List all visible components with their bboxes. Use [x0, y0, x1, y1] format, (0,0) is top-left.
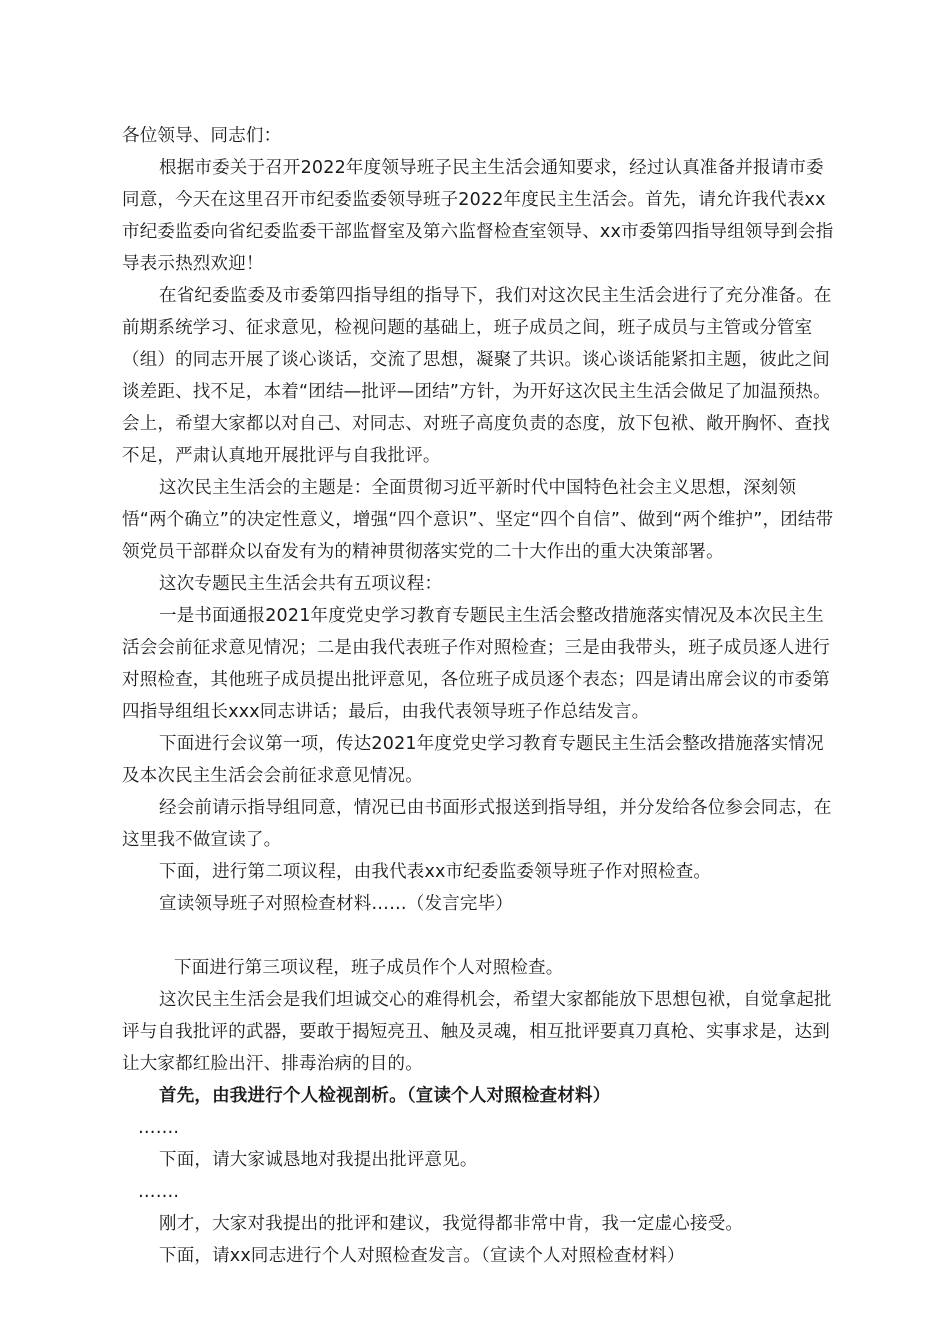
paragraph-item-three: 下面进行第三项议程，班子成员作个人对照检查。: [174, 958, 564, 978]
paragraph-opening: 根据市委关于召开2022年度领导班子民主生活会通知要求，经过认真准备并报请市委同意，今天在这里召开市纪委监委领导班子2022年度民主生活会。首先，请允许我代表xx市纪委监委向省纪委监委干部监督室及第六监督检查室领导、xx市委第四指导组领导到会指导表示热烈欢迎！: [122, 158, 834, 274]
ellipsis-line-1: …….: [138, 1118, 180, 1138]
paragraph-preparation: 在省纪委监委及市委第四指导组的指导下，我们对这次民主生活会进行了充分准备。在前期系统学习、征求意见，检视问题的基础上，班子成员之间，班子成员与主管或分管室（组）的同志开展了谈心谈话，交流了思想，凝聚了共识。谈心谈话能紧扣主题，彼此之间谈差距、找不足，本着“团结—批评—团结”方针，为开好这次民主生活会做足了加温预热。会上，希望大家都以对自己、对同志、对班子高度负责的态度，放下包袱、敞开胸怀、查找不足，严肃认真地开展批评与自我批评。: [122, 286, 832, 466]
ellipsis-line-2: …….: [138, 1182, 180, 1202]
paragraph-item-one-note: 经会前请示指导组同意，情况已由书面形式报送到指导组，并分发给各位参会同志，在这里我不做宣读了。: [122, 798, 832, 850]
paragraph-acceptance: 刚才，大家对我提出的批评和建议，我觉得都非常中肯，我一定虚心接受。: [159, 1214, 744, 1234]
paragraph-read-material: 宣读领导班子对照检查材料……（发言完毕）: [159, 894, 513, 914]
paragraph-item-two: 下面，进行第二项议程，由我代表xx市纪委监委领导班子作对照检查。: [159, 862, 712, 882]
blank-line: [122, 920, 834, 952]
paragraph-agenda-items: 一是书面通报2021年度党史学习教育专题民主生活会整改措施落实情况及本次民主生活会会前征求意见情况；二是由我代表班子作对照检查；三是由我带头，班子成员逐人进行对照检查，其他班子成员提出批评意见，各位班子成员逐个表态；四是请出席会议的市委第四指导组组长xxx同志讲话；最后，由我代表领导班子作总结发言。: [122, 606, 830, 722]
paragraph-agenda-intro: 这次专题民主生活会共有五项议程：: [159, 574, 443, 594]
paragraph-item-one: 下面进行会议第一项，传达2021年度党史学习教育专题民主生活会整改措施落实情况及本次民主生活会会前征求意见情况。: [122, 734, 824, 786]
paragraph-theme: 这次民主生活会的主题是：全面贯彻习近平新时代中国特色社会主义思想，深刻领悟“两个确立”的决定性意义，增强“四个意识”、坚定“四个自信”、做到“两个维护”，团结带领党员干部群众以奋发有为的精神贯彻落实党的二十大作出的重大决策部署。: [122, 478, 834, 562]
paragraph-request-criticism: 下面，请大家诚恳地对我提出批评意见。: [159, 1150, 478, 1170]
paragraph-next-speaker: 下面，请xx同志进行个人对照检查发言。（宣读个人对照检查材料）: [159, 1246, 685, 1266]
paragraph-criticism-call: 这次民主生活会是我们坦诚交心的难得机会，希望大家都能放下思想包袱，自觉拿起批评与自我批评的武器，要敢于揭短亮丑、触及灵魂，相互批评要真刀真枪、实事求是，达到让大家都红脸出汗、排毒治病的目的。: [122, 990, 832, 1074]
salutation: 各位领导、同志们：: [122, 126, 282, 146]
document-page: [122, 120, 834, 1272]
paragraph-self-analysis: 首先，由我进行个人检视剖析。（宣读个人对照检查材料）: [159, 1086, 611, 1106]
